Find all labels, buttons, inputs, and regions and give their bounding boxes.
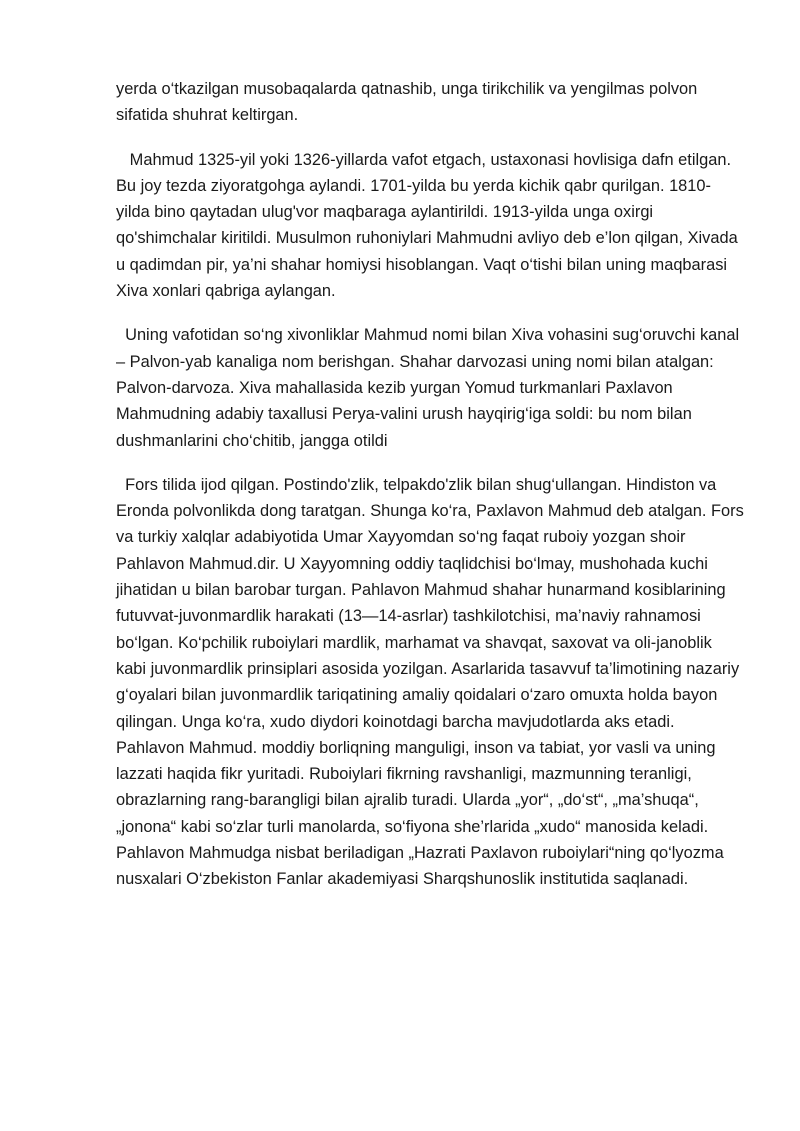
paragraph: Fors tilida ijod qilgan. Postindo'zlik, telpakdo'zlik bilan shug‘ullangan. Hindiston va Eronda polvonlikda dong taratgan. Shunga ko‘ra, Paxlavon Mahmud deb atalgan. Fors va turkiy xalqlar adabiyotida Umar Xayyomdan so‘ng faqat ruboiy yozgan shoir Pahlavon Mahmud.dir. U Xayyomning oddiy taqlidchisi bo‘lmay, mushohada kuchi jihatidan u bilan barobar turgan. Pahlavon Mahmud shahar hunarmand kosiblarining futuvvat-juvonmardlik harakati (13—14-asrlar) tashkilotchisi, ma’naviy rahnamosi bo‘lgan. Ko‘pchilik ruboiylari mardlik, marhamat va shavqat, saxovat va oli-janoblik kabi juvonmardlik prinsiplari asosida yozilgan. Asarlarida tasavvuf ta’limotining nazariy g‘oyalari bilan juvonmardlik tariqatining amaliy qoidalari o‘zaro omuxta holda bayon qilingan. Unga ko‘ra, xudo diydori koinotdagi barcha mavjudotlarda aks etadi. Pahlavon Mahmud. moddiy borliqning manguligi, inson va tabiat, yor vasli va uning lazzati haqida fikr yuritadi. Ruboiylari fikrning ravshanligi, mazmunning teranligi, obrazlarning rang-barangligi bilan ajralib turadi. Ularda „yor“, „do‘st“, „ma’shuqa“, „jonona“ kabi so‘zlar turli manolarda, so‘fiyona she’rlarida „xudo“ manosida keladi. Pahlavon Mahmudga nisbat beriladigan „Hazrati Paxlavon ruboiylari“ning qo‘lyozma nusxalari O‘zbekiston Fanlar akademiyasi Sharqshunoslik institutida saqlanadi. (116, 475, 749, 889)
paragraph: Mahmud 1325-yil yoki 1326-yillarda vafot etgach, ustaxonasi hovlisiga dafn etilgan. Bu joy tezda ziyoratgohga aylandi. 1701-yilda bu yerda kichik qabr qurilgan. 1810-yilda bino qaytadan ulug'vor maqbaraga aylantirildi. 1913-yilda unga oxirgi qo'shimchalar kiritildi. Musulmon ruhoniylari Mahmudni avliyo deb e’lon qilgan, Xivada u qadimdan pir, ya’ni shahar homiysi hisoblangan. Vaqt o‘tishi bilan uning maqbarasi Xiva xonlari qabriga aylangan. (116, 150, 743, 301)
paragraph: yerda o‘tkazilgan musobaqalarda qatnashib, unga tirikchilik va yengilmas polvon sifatida shuhrat keltirgan. (116, 80, 702, 125)
paragraph: Uning vafotidan so‘ng xivonliklar Mahmud nomi bilan Xiva vohasini sug‘oruvchi kanal – Palvon-yab kanaliga nom berishgan. Shahar darvozasi uning nomi bilan atalgan: Palvon-darvoza. Xiva mahallasida kezib yurgan Yomud turkmanlari Paxlavon Mahmudning adabiy taxallusi Perya-valini urush hayqirig‘iga soldi: bu nom bilan dushmanlarini cho‘chitib, jangga otildi (116, 326, 744, 450)
document-body (116, 76, 749, 893)
